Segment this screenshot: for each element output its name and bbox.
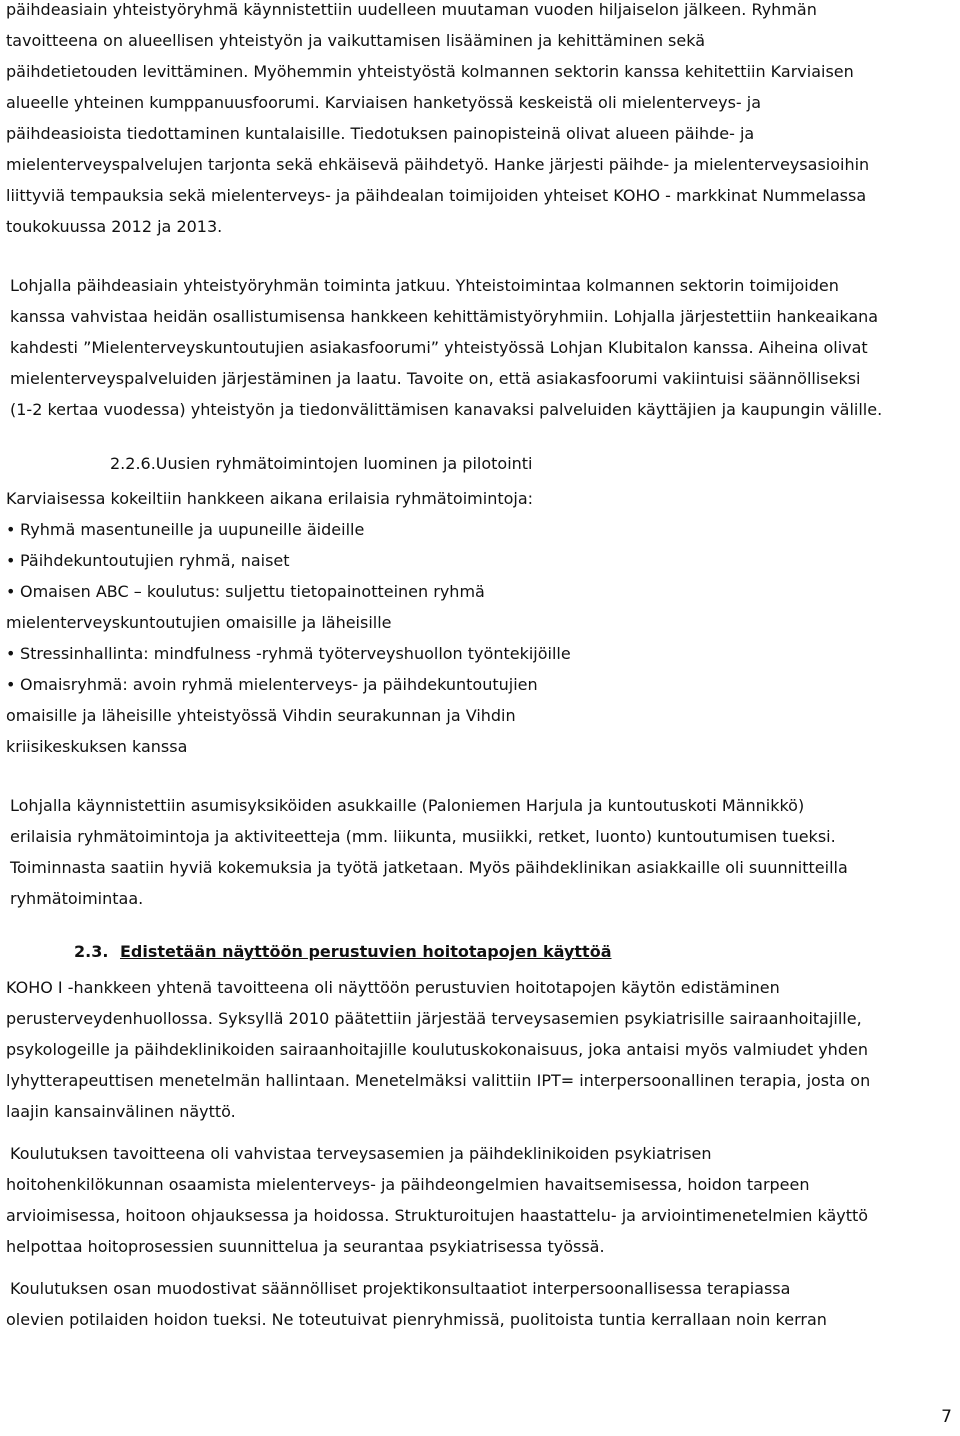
text-line: lyhytterapeuttisen menetelmän hallintaan. Menetelmäksi valittiin IPT= interpersoonallinen terapia, josta on	[6, 1071, 871, 1090]
list-item-text: mielenterveyskuntoutujien omaisille ja läheisille	[6, 613, 392, 632]
text-line: liittyviä tempauksia sekä mielenterveys- ja päihdealan toimijoiden yhteiset KOHO - markkinat Nummelassa	[6, 186, 867, 205]
text-line: helpottaa hoitoprosessien suunnittelua ja seurantaa psykiatrisessa työssä.	[6, 1237, 605, 1256]
list-item-text: Päihdekuntoutujien ryhmä, naiset	[20, 551, 290, 570]
text-line: hoitohenkilökunnan osaamista mielenterveys- ja päihdeongelmien havaitsemisessa, hoidon tarpeen	[6, 1175, 810, 1194]
section-heading-2-3	[74, 936, 612, 967]
text-line: KOHO I -hankkeen yhtenä tavoitteena oli näyttöön perustuvien hoitotapojen käytön edistäminen	[6, 978, 780, 997]
paragraph-group-activities-intro	[6, 483, 956, 514]
text-line: arvioimisessa, hoitoon ohjauksessa ja hoidossa. Strukturoitujen haastattelu- ja arviointimenetelmien käyttö	[6, 1206, 869, 1225]
text-line: Koulutuksen tavoitteena oli vahvistaa terveysasemien ja päihdeklinikoiden psykiatrisen	[10, 1144, 712, 1163]
text-line: kanssa vahvistaa heidän osallistumisensa hankkeen kehittämistyöryhmiin. Lohjalla järjestettiin hankeaikana	[10, 307, 879, 326]
list-item-text: Ryhmä masentuneille ja uupuneille äideille	[20, 520, 365, 539]
text-line: perusterveydenhuollossa. Syksyllä 2010 päätettiin järjestää terveysasemien psykiatrisille sairaanhoitajille,	[6, 1009, 862, 1028]
text-line: Toiminnasta saatiin hyviä kokemuksia ja työtä jatketaan. Myös päihdeklinikan asiakkaille oli suunnitteilla	[10, 858, 848, 877]
text-line: olevien potilaiden hoidon tueksi. Ne toteutuivat pienryhmissä, puolitoista tuntia kerrallaan noin kerran	[6, 1310, 827, 1329]
text-line: päihdeasioista tiedottaminen kuntalaisille. Tiedotuksen painopisteinä olivat alueen päihde- ja	[6, 124, 755, 143]
heading-number: 2.2.6.	[110, 454, 156, 473]
list-item-text: omaisille ja läheisille yhteistyössä Vihdin seurakunnan ja Vihdin	[6, 706, 516, 725]
text-line: alueelle yhteinen kumppanuusfoorumi. Karviaisen hanketyössä keskeistä oli mielenterveys- ja	[6, 93, 762, 112]
list-item	[6, 638, 956, 669]
text-line: laajin kansainvälinen näyttö.	[6, 1102, 236, 1121]
text-line: päihdeasiain yhteistyöryhmä käynnistettiin uudelleen muutaman vuoden hiljaiselon jälkeen. Ryhmän	[6, 0, 817, 19]
paragraph-karviainen-cooperation	[6, 0, 956, 242]
list-item-text: Stressinhallinta: mindfulness -ryhmä työterveyshuollon työntekijöille	[20, 644, 571, 663]
text-line: psykologeille ja päihdeklinikoiden sairaanhoitajille koulutuskokonaisuus, joka antaisi myös valmiudet yhden	[6, 1040, 868, 1059]
list-item	[6, 669, 956, 700]
heading-text: Uusien ryhmätoimintojen luominen ja pilotointi	[155, 454, 533, 473]
text-line: tavoitteena on alueellisen yhteistyön ja vaikuttamisen lisääminen ja kehittäminen sekä	[6, 31, 706, 50]
section-heading-2-2-6	[110, 448, 533, 479]
group-activities-list	[6, 514, 956, 762]
paragraph-lohja-cooperation	[10, 270, 960, 425]
text-line: ryhmätoimintaa.	[10, 889, 144, 908]
list-item	[6, 545, 956, 576]
text-line: Koulutuksen osan muodostivat säännölliset projektikonsultaatiot interpersoonallisessa terapiassa	[10, 1279, 791, 1298]
list-item-continuation	[6, 607, 956, 638]
list-item	[6, 576, 956, 607]
heading-number: 2.3.	[74, 942, 109, 961]
text-line: erilaisia ryhmätoimintoja ja aktiviteetteja (mm. liikunta, musiikki, retket, luonto) kuntoutumisen tueksi.	[10, 827, 836, 846]
text-line: toukokuussa 2012 ja 2013.	[6, 217, 223, 236]
paragraph-lohja-group-activities	[10, 790, 960, 914]
bullet-marker: •	[6, 520, 16, 539]
list-item-text: Omaisryhmä: avoin ryhmä mielenterveys- ja päihdekuntoutujien	[20, 675, 538, 694]
list-item-text: Omaisen ABC – koulutus: suljettu tietopainotteinen ryhmä	[20, 582, 485, 601]
bullet-marker: •	[6, 551, 16, 570]
paragraph-training-goal	[6, 1138, 960, 1262]
list-item-text: kriisikeskuksen kanssa	[6, 737, 188, 756]
list-item-continuation	[6, 700, 956, 731]
bullet-marker: •	[6, 644, 16, 663]
list-item	[6, 514, 956, 545]
text-line: (1-2 kertaa vuodessa) yhteistyön ja tiedonvälittämisen kanavaksi palveluiden käyttäjien ja kaupungin välille.	[10, 400, 883, 419]
bullet-marker: •	[6, 582, 16, 601]
heading-text: Edistetään näyttöön perustuvien hoitotapojen käyttöä	[120, 942, 612, 961]
text-line: mielenterveyspalveluiden järjestäminen ja laatu. Tavoite on, että asiakasfoorumi vakiintuisi säännölliseksi	[10, 369, 861, 388]
text-line: kahdesti ”Mielenterveyskuntoutujien asiakasfoorumi” yhteistyössä Lohjan Klubitalon kanssa. Aiheina olivat	[10, 338, 868, 357]
page-number: 7	[941, 1407, 952, 1427]
paragraph-project-consultations	[6, 1273, 960, 1335]
text-line: Lohjalla päihdeasiain yhteistyöryhmän toiminta jatkuu. Yhteistoimintaa kolmannen sektorin toimijoiden	[10, 276, 839, 295]
text-line: päihdetietouden levittäminen. Myöhemmin yhteistyöstä kolmannen sektorin kanssa kehitettiin Karviaisen	[6, 62, 854, 81]
text-line: Lohjalla käynnistettiin asumisyksiköiden asukkaille (Paloniemen Harjula ja kuntoutuskoti Männikkö)	[10, 796, 805, 815]
text-line: mielenterveyspalvelujen tarjonta sekä ehkäisevä päihdetyö. Hanke järjesti päihde- ja mielenterveysasioihin	[6, 155, 870, 174]
text-line: Karviaisessa kokeiltiin hankkeen aikana erilaisia ryhmätoimintoja:	[6, 489, 534, 508]
list-item-continuation	[6, 731, 956, 762]
bullet-marker: •	[6, 675, 16, 694]
paragraph-koho-evidence-based	[6, 972, 956, 1127]
